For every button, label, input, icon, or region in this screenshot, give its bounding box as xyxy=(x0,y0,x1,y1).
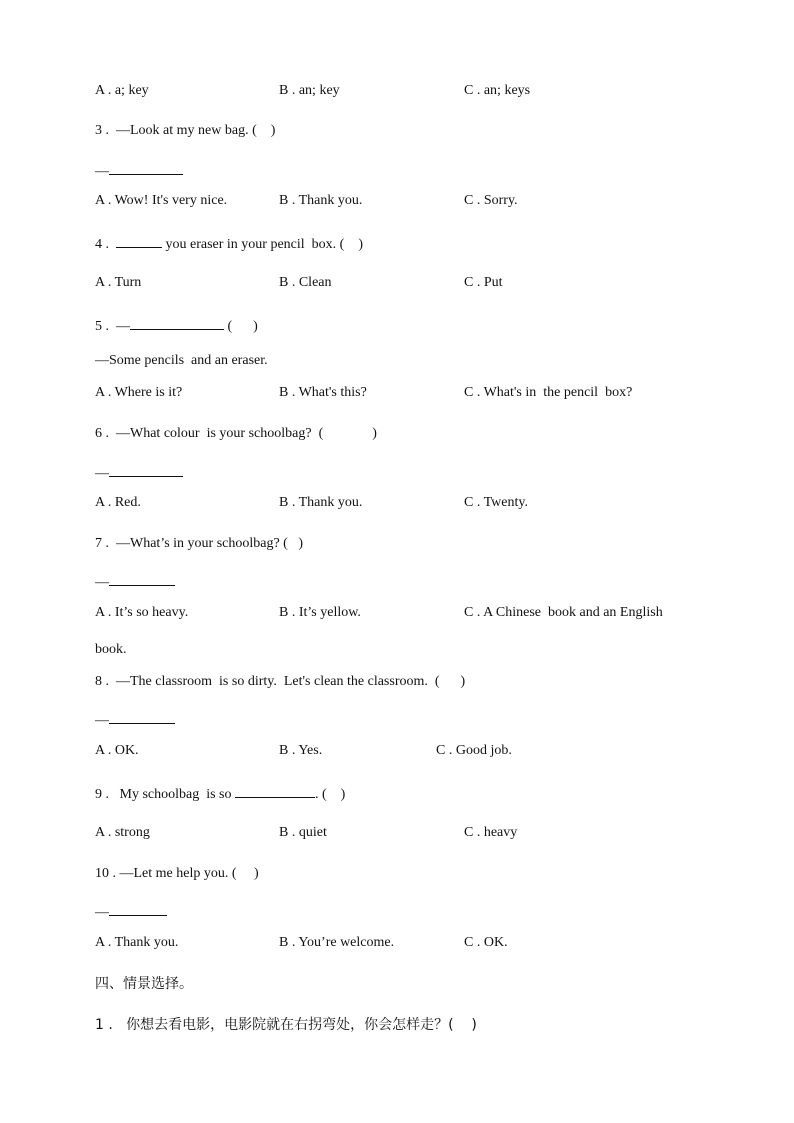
fill-blank xyxy=(235,783,315,798)
q3-option-c: C . Sorry. xyxy=(464,193,518,208)
dash: — xyxy=(95,713,109,728)
q10-stem: 10 . —Let me help you. ( ) xyxy=(95,866,259,881)
q10-option-c: C . OK. xyxy=(464,935,508,950)
q5-number: 5 . — xyxy=(95,319,130,334)
q4-option-a: A . Turn xyxy=(95,275,142,290)
q10-option-b: B . You’re welcome. xyxy=(279,935,395,950)
q6-option-a: A . Red. xyxy=(95,495,141,510)
fill-blank xyxy=(116,233,162,248)
q7-stem: 7 . —What’s in your schoolbag? ( ) xyxy=(95,536,304,551)
q9-option-c: C . heavy xyxy=(464,825,518,840)
answer-blank xyxy=(109,901,167,916)
q9-option-b: B . quiet xyxy=(279,825,327,840)
q5-answer-line: —Some pencils and an eraser. xyxy=(95,353,268,368)
fill-blank xyxy=(130,315,224,330)
q9-option-a: A . strong xyxy=(95,825,150,840)
dash: — xyxy=(95,905,109,920)
q4-stem xyxy=(95,233,363,254)
section-4-title: 四、情景选择。 xyxy=(95,976,193,992)
q10-answer-line xyxy=(95,901,167,922)
q6-answer-line xyxy=(95,462,183,483)
q4-option-c: C . Put xyxy=(464,275,503,290)
q2-option-c: C . an; keys xyxy=(464,83,531,98)
q2-option-b: B . an; key xyxy=(279,83,340,98)
dash: — xyxy=(95,466,109,481)
q4-text: you eraser in your pencil box. ( ) xyxy=(162,237,363,252)
q3-option-b: B . Thank you. xyxy=(279,193,363,208)
q5-option-b: B . What's this? xyxy=(279,385,367,400)
q8-option-a: A . OK. xyxy=(95,743,139,758)
q5-option-a: A . Where is it? xyxy=(95,385,183,400)
q10-option-a: A . Thank you. xyxy=(95,935,179,950)
q7-option-a: A . It’s so heavy. xyxy=(95,605,189,620)
q6-stem: 6 . —What colour is your schoolbag? ( ) xyxy=(95,426,377,441)
q4-option-b: B . Clean xyxy=(279,275,332,290)
q4-number: 4 . xyxy=(95,237,116,252)
q5-stem xyxy=(95,315,258,336)
q6-option-c: C . Twenty. xyxy=(464,495,528,510)
q5-text: ( ) xyxy=(224,319,258,334)
q3-answer-line xyxy=(95,160,183,181)
q6-option-b: B . Thank you. xyxy=(279,495,363,510)
answer-blank xyxy=(109,571,175,586)
q8-answer-line xyxy=(95,709,175,730)
q8-option-b: B . Yes. xyxy=(279,743,323,758)
answer-blank xyxy=(109,709,175,724)
dash: — xyxy=(95,164,109,179)
answer-blank xyxy=(109,160,183,175)
q9-stem xyxy=(95,783,345,804)
q9-text-end: . ( ) xyxy=(315,787,346,802)
q3-option-a: A . Wow! It's very nice. xyxy=(95,193,228,208)
q7-option-c-continued: book. xyxy=(95,642,127,657)
q8-stem: 8 . —The classroom is so dirty. Let's clean the classroom. ( ) xyxy=(95,674,466,689)
q7-option-b: B . It’s yellow. xyxy=(279,605,361,620)
dash: — xyxy=(95,575,109,590)
q3-stem: 3 . —Look at my new bag. ( ) xyxy=(95,123,276,138)
q5-option-c: C . What's in the pencil box? xyxy=(464,385,633,400)
section-4-question-1: 1 . 你想去看电影，电影院就在右拐弯处，你会怎样走？( ) xyxy=(95,1017,477,1033)
q2-option-a: A . a; key xyxy=(95,83,149,98)
q7-option-c: C . A Chinese book and an English xyxy=(464,605,663,620)
q9-text: 9 . My schoolbag is so xyxy=(95,787,235,802)
q8-option-c: C . Good job. xyxy=(436,743,512,758)
answer-blank xyxy=(109,462,183,477)
q7-answer-line xyxy=(95,571,175,592)
